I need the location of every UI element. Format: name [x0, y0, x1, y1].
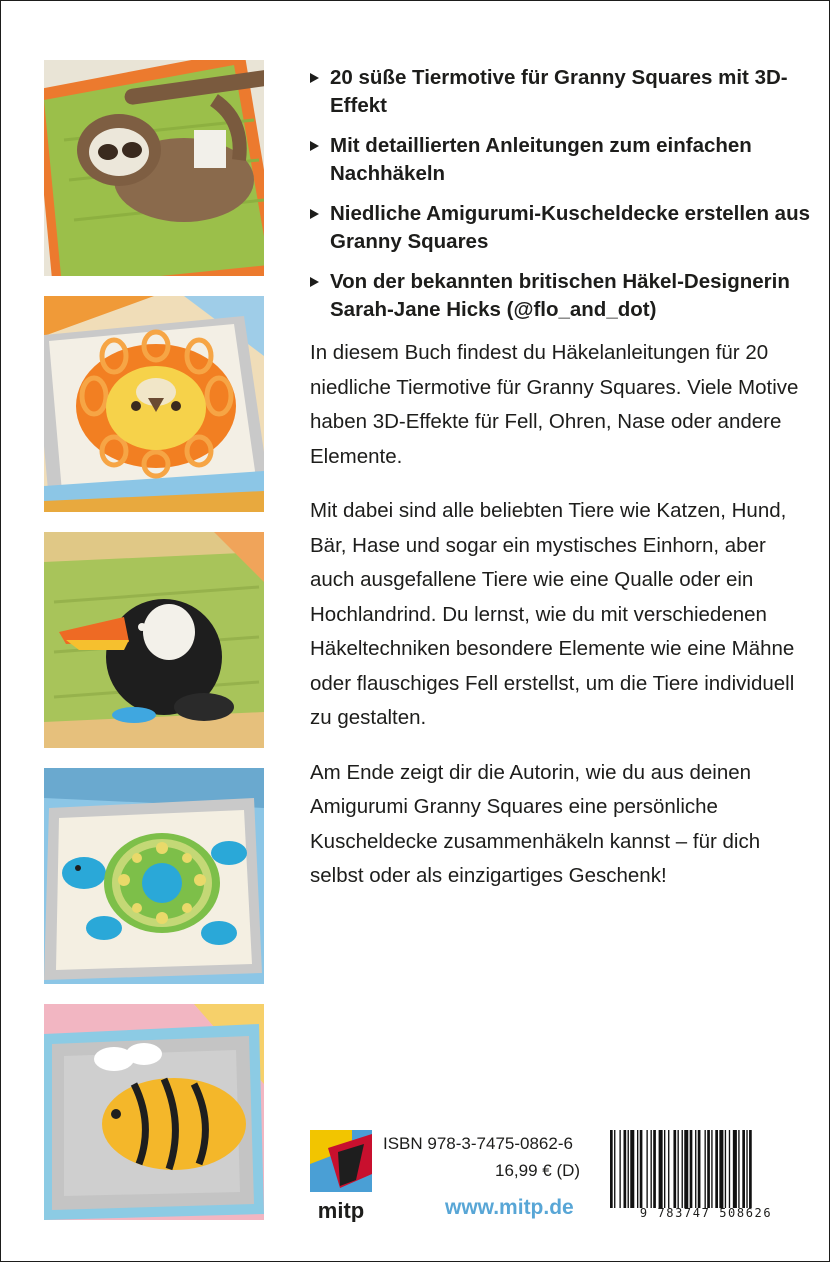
barcode-bar	[673, 1130, 676, 1208]
description-paragraph: In diesem Buch findest du Häkelanleitungen für 20 niedliche Tiermotive für Granny Squares. Viele Motive haben 3D-Effekte für Fell, Ohren, Nase oder andere Elemente.	[310, 341, 799, 468]
barcode-bar	[619, 1130, 620, 1208]
barcode-bar	[664, 1130, 665, 1208]
barcode-bar	[729, 1130, 730, 1208]
barcode-bar	[678, 1130, 679, 1208]
barcode-bar	[698, 1130, 701, 1208]
description	[310, 336, 815, 914]
website-link[interactable]: www.mitp.de	[445, 1196, 574, 1219]
barcode-bar	[746, 1130, 747, 1208]
barcode-bar	[651, 1130, 652, 1208]
feature-item: Von der bekannten britischen Häkel-Designerin Sarah-Jane Hicks (@flo_and_dot)	[310, 268, 810, 324]
isbn-number: ISBN 978-3-7475-0862-6	[383, 1134, 573, 1153]
barcode-bar	[715, 1130, 718, 1208]
barcode-bar	[682, 1130, 683, 1208]
barcode-bar	[742, 1130, 745, 1208]
barcode-bar	[640, 1130, 643, 1208]
barcode	[608, 1130, 804, 1220]
feature-item: Mit detaillierten Anleitungen zum einfachen Nachhäkeln	[310, 132, 810, 188]
barcode-bar	[653, 1130, 656, 1208]
publisher-name: mitp	[317, 1198, 365, 1222]
barcode-bar	[684, 1130, 688, 1208]
barcode-bar	[733, 1130, 737, 1208]
feature-list	[310, 64, 810, 336]
barcode-bar	[738, 1130, 739, 1208]
triangle-bullet-icon	[310, 141, 319, 151]
barcode-bar	[614, 1130, 615, 1208]
barcode-bar	[628, 1130, 629, 1208]
description-paragraph: Mit dabei sind alle beliebten Tiere wie Katzen, Hund, Bär, Hase und sogar ein mystisches Einhorn, aber auch ausgefallene Tiere wie eine Qualle oder ein Hochlandrind. Du lernst, wie du mit verschiedenen Häkeltechniken besondere Elemente wie eine Mähne oder flauschiges Fell erstellst, um die Tiere individuell zu gestalten.	[310, 499, 795, 729]
mitp-logo	[310, 1130, 372, 1222]
barcode-bar	[624, 1130, 627, 1208]
barcode-bars-icon	[608, 1130, 804, 1208]
barcode-bar	[719, 1130, 723, 1208]
barcode-bar	[659, 1130, 663, 1208]
triangle-bullet-icon	[310, 73, 319, 83]
barcode-bar	[610, 1130, 613, 1208]
triangle-bullet-icon	[310, 209, 319, 219]
sloth-square-icon	[44, 60, 264, 276]
price: 16,99 € (D)	[495, 1161, 581, 1180]
barcode-bar	[646, 1130, 647, 1208]
barcode-bar	[690, 1130, 693, 1208]
feature-item: Niedliche Amigurumi-Kuscheldecke erstellen aus Granny Squares	[310, 200, 810, 256]
bee-square-icon	[44, 1004, 264, 1220]
barcode-bar	[725, 1130, 726, 1208]
barcode-bar	[711, 1130, 712, 1208]
feature-item: 20 süße Tiermotive für Granny Squares mit 3D-Effekt	[310, 64, 810, 120]
barcode-bar	[705, 1130, 706, 1208]
barcode-bar	[749, 1130, 752, 1208]
turtle-square-icon	[44, 768, 264, 984]
barcode-bar	[630, 1130, 634, 1208]
description-paragraph: Am Ende zeigt dir die Autorin, wie du aus deinen Amigurumi Granny Squares eine persönliche Kuscheldecke zusammenhäkeln kannst – für dich selbst oder als einzigartiges Geschenk!	[310, 760, 761, 887]
triangle-bullet-icon	[310, 277, 319, 287]
barcode-bar	[637, 1130, 638, 1208]
barcode-digits: 9 783747 508626	[639, 1206, 773, 1220]
toucan-square-icon	[44, 532, 264, 748]
barcode-bar	[707, 1130, 710, 1208]
barcode-bar	[668, 1130, 669, 1208]
lion-square-icon	[44, 296, 264, 512]
barcode-bar	[695, 1130, 696, 1208]
isbn-block	[383, 1130, 580, 1184]
